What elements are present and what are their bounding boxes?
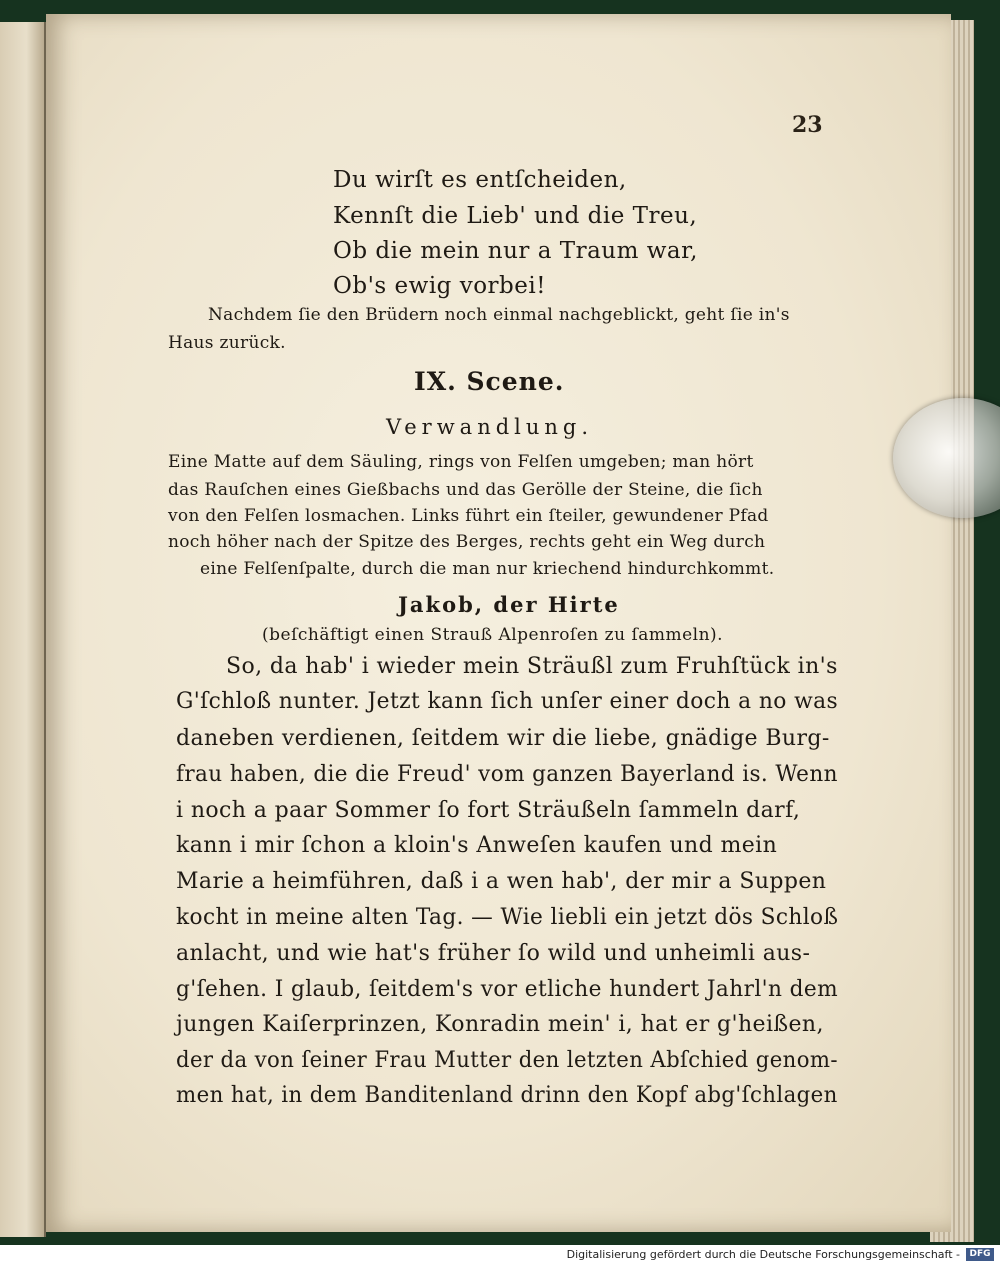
digitization-credit-bar — [0, 1245, 1000, 1265]
verse-line: Du wirſt es entſcheiden, — [333, 167, 627, 193]
speech-line: Marie a heimführen, daß i a wen hab', der mir a Suppen — [176, 869, 827, 894]
stage-direction-line: eine Felſenſpalte, durch die man nur kriechend hindurchkommt. — [200, 559, 775, 579]
speech-line: frau haben, die die Freud' vom ganzen Bayerland is. Wenn — [176, 762, 838, 787]
speaker-note: (beſchäftigt einen Strauß Alpenroſen zu ſammeln). — [262, 625, 724, 645]
speech-line: der da von ſeiner Frau Mutter den letzten Abſchied genom- — [176, 1048, 838, 1073]
stage-direction-line: Haus zurück. — [168, 333, 286, 353]
speech-line: i noch a paar Sommer ſo fort Sträußeln ſammeln darf, — [176, 798, 801, 823]
stage-direction-line: von den Felſen losmachen. Links führt ein ſteiler, gewundener Pfad — [168, 506, 769, 526]
page-number: 23 — [792, 112, 823, 138]
verse-line: Ob die mein nur a Traum war, — [333, 238, 698, 264]
credit-text: Digitalisierung gefördert durch die Deutsche Forschungsgemeinschaft - — [566, 1248, 960, 1261]
speech-line: men hat, in dem Banditenland drinn den Kopf abg'ſchlagen — [176, 1083, 838, 1108]
stage-direction-line: Nachdem ſie den Brüdern noch einmal nachgeblickt, geht ſie in's — [208, 305, 790, 325]
scene-subtitle: Verwandlung. — [386, 415, 594, 439]
previous-page-edge — [0, 22, 46, 1237]
stage-direction-line: das Rauſchen eines Gießbachs und das Gerölle der Steine, die ſich — [168, 480, 763, 500]
scene-title: IX. Scene. — [414, 367, 565, 396]
speech-line: kann i mir ſchon a kloin's Anweſen kaufen und mein — [176, 833, 778, 858]
stage-direction-line: Eine Matte auf dem Säuling, rings von Felſen umgeben; man hört — [168, 452, 754, 472]
speech-line: So, da hab' i wieder mein Sträußl zum Fruhſtück in's — [226, 654, 838, 679]
speech-line: G'ſchloß nunter. Jetzt kann ſich unſer einer doch a no was — [176, 689, 839, 714]
speaker-name: Jakob, der Hirte — [398, 592, 620, 617]
dfg-logo-icon: DFG — [966, 1248, 994, 1261]
verse-line: Ob's ewig vorbei! — [333, 273, 546, 299]
speech-line: g'ſehen. I glaub, ſeitdem's vor etliche hundert Jahrl'n dem — [176, 977, 839, 1002]
speech-line: kocht in meine alten Tag. — Wie liebli ein jetzt dös Schloß — [176, 905, 839, 930]
verse-line: Kennſt die Lieb' und die Treu, — [333, 203, 698, 229]
stage-direction-line: noch höher nach der Spitze des Berges, rechts geht ein Weg durch — [168, 532, 766, 552]
speech-line: anlacht, und wie hat's früher ſo wild und unheimli aus- — [176, 941, 811, 966]
speech-line: jungen Kaiſerprinzen, Konradin mein' i, hat er g'heißen, — [176, 1012, 824, 1037]
speech-line: daneben verdienen, ſeitdem wir die liebe, gnädige Burg- — [176, 726, 830, 751]
